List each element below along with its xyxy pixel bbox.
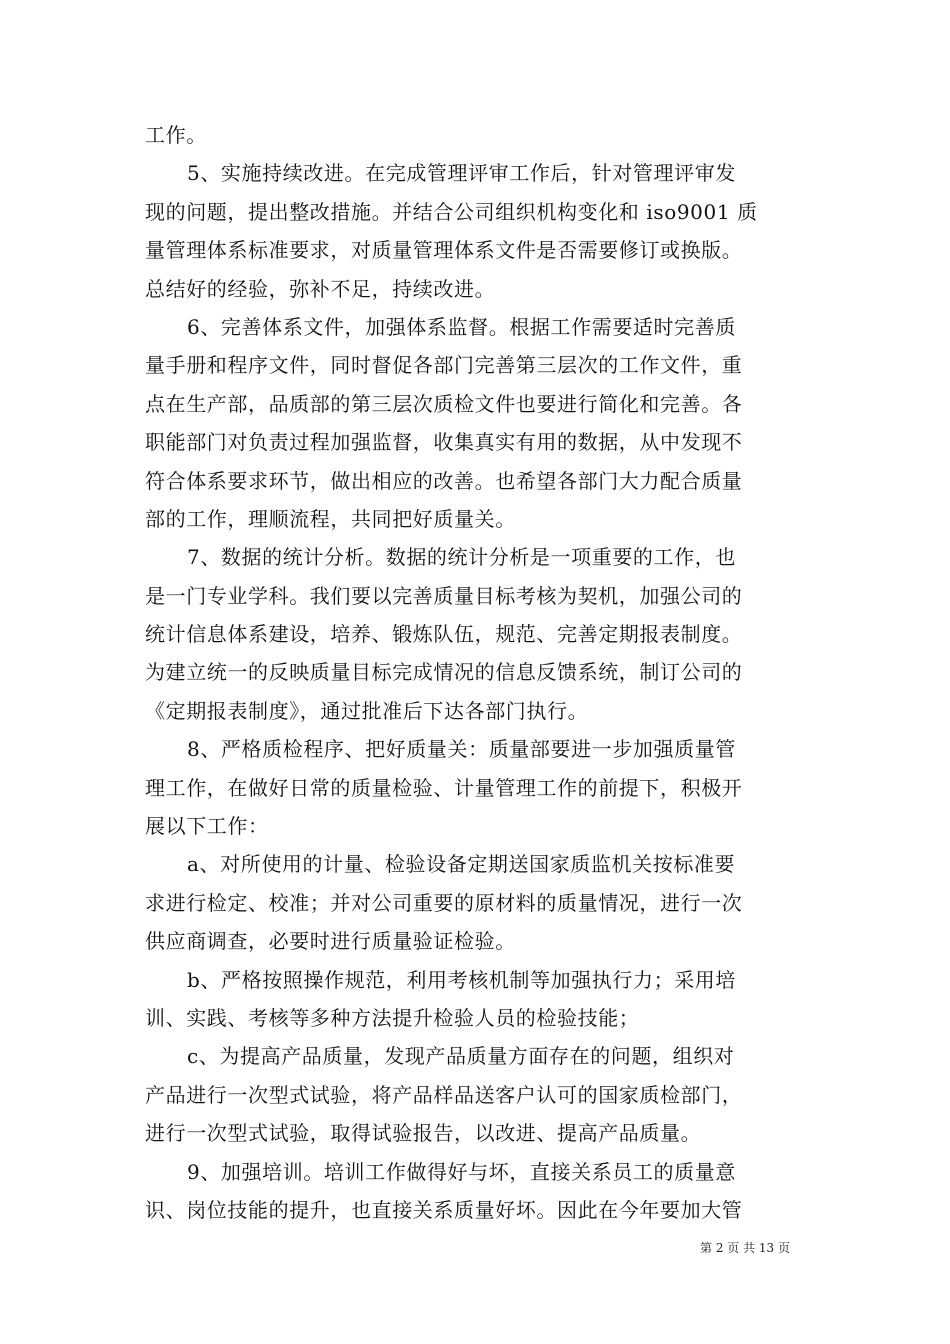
text-line: 进行一次型式试验，取得试验报告，以改进、提高产品质量。	[145, 1121, 702, 1146]
text-line: 展以下工作：	[145, 814, 269, 839]
text-line: 量手册和程序文件，同时督促各部门完善第三层次的工作文件，重	[145, 353, 743, 378]
text-line: 是一门专业学科。我们要以完善质量目标考核为契机，加强公司的	[145, 583, 743, 608]
text-line: 9、加强培训。培训工作做得好与坏，直接关系员工的质量意	[187, 1159, 736, 1184]
text-line: 职能部门对负责过程加强监督，收集真实有用的数据，从中发现不	[145, 430, 743, 455]
text-line: 理工作，在做好日常的质量检验、计量管理工作的前提下，积极开	[145, 775, 743, 800]
text-line: 《定期报表制度》，通过批准后下达各部门执行。	[145, 698, 589, 723]
text-line: 工作。	[145, 123, 207, 147]
text-line: b、严格按照操作规范，利用考核机制等加强执行力；采用培	[187, 967, 737, 992]
text-line: 6、完善体系文件，加强体系监督。根据工作需要适时完善质	[187, 314, 736, 339]
text-line: 识、岗位技能的提升，也直接关系质量好坏。因此在今年要加大管	[145, 1197, 743, 1222]
page-number: 第 2 页 共 13 页	[700, 1241, 790, 1255]
text-line: 总结好的经验，弥补不足，持续改进。	[145, 276, 496, 301]
text-line: 部的工作，理顺流程，共同把好质量关。	[145, 506, 516, 531]
text-line: 8、严格质检程序、把好质量关：质量部要进一步加强质量管	[187, 737, 736, 762]
text-line: 量管理体系标准要求，对质量管理体系文件是否需要修订或换版。	[145, 238, 743, 263]
text-line: 符合体系要求环节，做出相应的改善。也希望各部门大力配合质量	[145, 468, 743, 493]
text-line: 产品进行一次型式试验，将产品样品送客户认可的国家质检部门，	[145, 1082, 743, 1107]
document-body	[145, 116, 809, 1229]
text-line: 求进行检定、校准；并对公司重要的原材料的质量情况，进行一次	[145, 890, 743, 915]
text-line: 7、数据的统计分析。数据的统计分析是一项重要的工作，也	[187, 545, 736, 570]
text-line: 为建立统一的反映质量目标完成情况的信息反馈系统，制订公司的	[145, 660, 743, 685]
text-line: 5、实施持续改进。在完成管理评审工作后，针对管理评审发	[187, 161, 736, 186]
text-line: c、为提高产品质量，发现产品质量方面存在的问题，组织对	[187, 1044, 735, 1069]
text-line: 现的问题，提出整改措施。并结合公司组织机构变化和 iso9001 质	[145, 199, 758, 224]
text-line: 点在生产部，品质部的第三层次质检文件也要进行简化和完善。各	[145, 391, 743, 416]
text-line: 统计信息体系建设，培养、锻炼队伍，规范、完善定期报表制度。	[145, 622, 743, 647]
text-line: 供应商调查，必要时进行质量验证检验。	[145, 929, 516, 954]
text-line: 训、实践、考核等多种方法提升检验人员的检验技能；	[145, 1005, 640, 1030]
text-line: a、对所使用的计量、检验设备定期送国家质监机关按标准要	[187, 852, 736, 877]
